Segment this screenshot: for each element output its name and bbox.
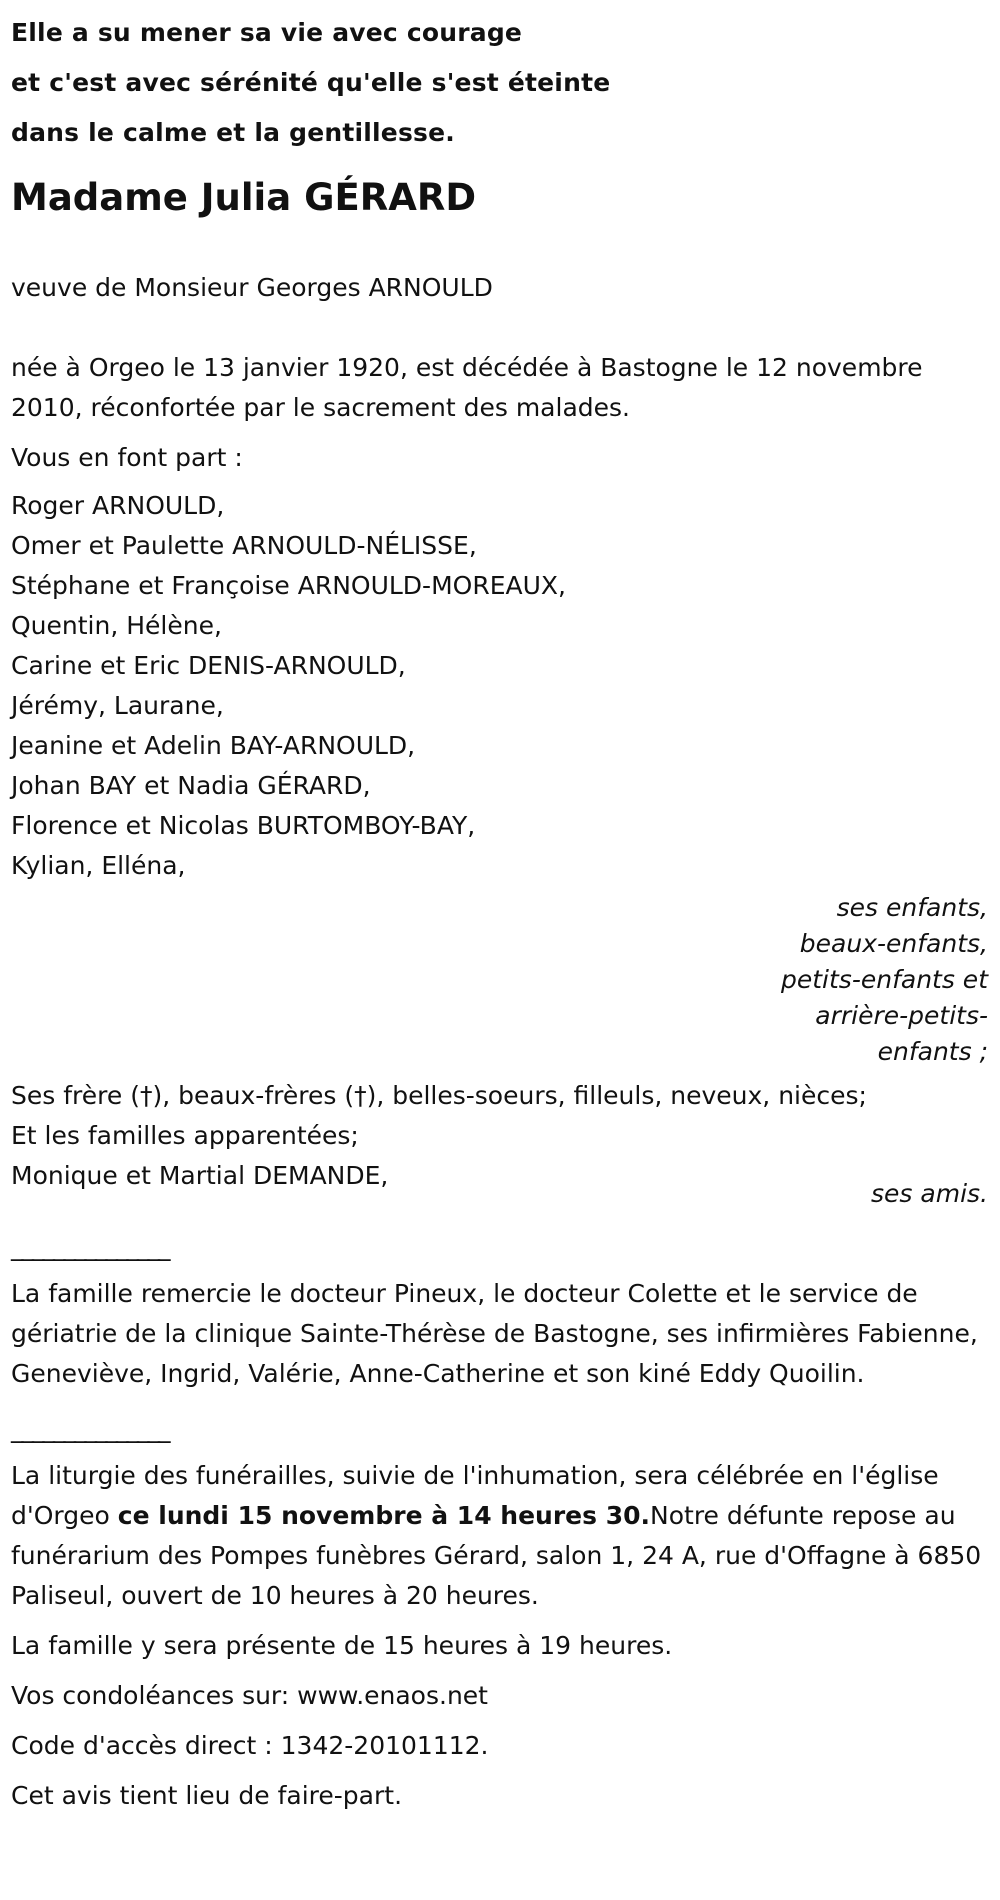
presence-text: La famille y sera présente de 15 heures à 19 heures.: [11, 1631, 673, 1660]
family-member: Kylian, Elléna,: [11, 851, 186, 880]
family-member: Johan BAY et Nadia GÉRARD,: [11, 771, 371, 800]
family-list: [11, 486, 991, 886]
separator-line: _______________: [11, 1414, 169, 1443]
liturgy-details: Notre défunte repose au funérarium des Pompes funèbres Gérard, salon 1, 24 A, rue d'Offagne à 6850 Paliseul, ouvert de 10 heures à 20 heures.: [11, 1501, 982, 1610]
friends-role-caption: ses amis.: [871, 1179, 988, 1208]
relatives-line: Et les familles apparentées;: [11, 1121, 359, 1150]
family-member: Jérémy, Laurane,: [11, 691, 224, 720]
relatives-line: Ses frère (†), beaux-frères (†), belles-soeurs, filleuls, neveux, nièces;: [11, 1081, 867, 1110]
separator-line: _______________: [11, 1232, 169, 1261]
intro-line: et c'est avec sérénité qu'elle s'est éteinte: [11, 68, 611, 97]
announce-label: Vous en font part :: [11, 443, 243, 472]
relatives-line: Monique et Martial DEMANDE,: [11, 1161, 389, 1190]
family-member: Stéphane et Françoise ARNOULD-MOREAUX,: [11, 571, 566, 600]
family-member: Quentin, Hélène,: [11, 611, 222, 640]
family-member: Roger ARNOULD,: [11, 491, 225, 520]
family-role-caption: ses enfants, beaux-enfants, petits-enfants et arrière-petits-enfants ;: [781, 893, 988, 1066]
access-code-text: Code d'accès direct : 1342-20101112.: [11, 1731, 489, 1760]
notice-text: Cet avis tient lieu de faire-part.: [11, 1781, 403, 1810]
intro-line: dans le calme et la gentillesse.: [11, 118, 455, 147]
liturgy-intro: La liturgie des funérailles, suivie de l'inhumation, sera célébrée en l'église d'Orgeo: [11, 1461, 939, 1530]
intro-line: Elle a su mener sa vie avec courage: [11, 18, 523, 47]
deceased-name: Madame Julia GÉRARD: [11, 176, 477, 219]
family-member: Carine et Eric DENIS-ARNOULD,: [11, 651, 406, 680]
widow-of-text: veuve de Monsieur Georges ARNOULD: [11, 273, 493, 302]
intro-quote: [11, 8, 991, 158]
thanks-text: La famille remercie le docteur Pineux, le docteur Colette et le service de gériatrie de la clinique Sainte-Thérèse de Bastogne, ses infirmières Fabienne, Geneviève, Ingrid, Valérie, Anne-Catherine et son kiné Eddy Quoilin.: [11, 1279, 978, 1388]
condolences-text: Vos condoléances sur: www.enaos.net: [11, 1681, 488, 1710]
family-member: Jeanine et Adelin BAY-ARNOULD,: [11, 731, 416, 760]
family-member: Omer et Paulette ARNOULD-NÉLISSE,: [11, 531, 477, 560]
obituary-notice: [11, 0, 991, 1816]
family-member: Florence et Nicolas BURTOMBOY-BAY,: [11, 811, 476, 840]
birth-death-text: née à Orgeo le 13 janvier 1920, est décédée à Bastogne le 12 novembre 2010, réconfortée par le sacrement des malades.: [11, 353, 923, 422]
liturgy-date: ce lundi 15 novembre à 14 heures 30.: [117, 1501, 651, 1530]
liturgy-text: [11, 1456, 991, 1616]
